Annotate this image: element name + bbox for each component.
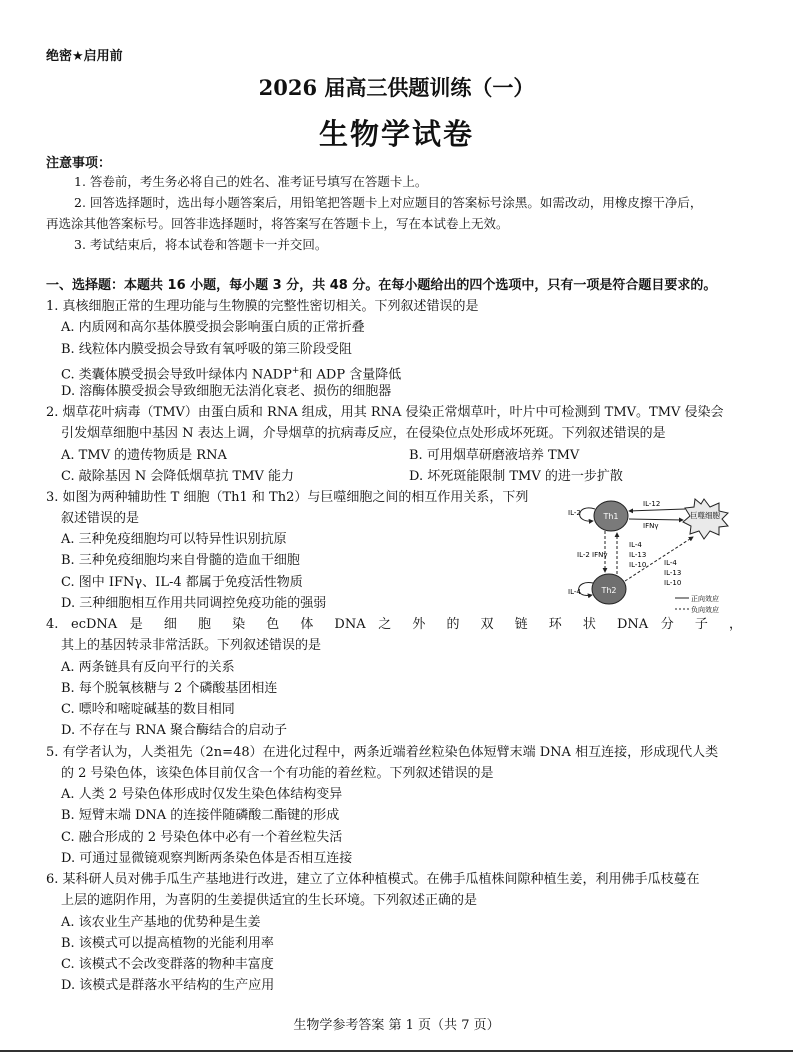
notice-item-2-cont: 再选涂其他答案标号。回答非选择题时，将答案写在答题卡上，写在本试卷上无效。 bbox=[46, 216, 509, 231]
page-footer: 生物学参考答案 第 1 页（共 7 页） bbox=[293, 1018, 500, 1033]
ifng-right-label: IFNγ bbox=[643, 522, 659, 530]
q2-option-b: B. 可用烟草研磨液培养 TMV bbox=[409, 448, 580, 463]
q1-option-c: C. 类囊体膜受损会导致叶绿体内 NADP+和 ADP 含量降低 bbox=[61, 366, 402, 383]
exam-subtitle: 生物学试卷 bbox=[318, 117, 474, 151]
q6-stem-2: 上层的遮阴作用，为喜阴的生姜提供适宜的生长环境。下列叙述正确的是 bbox=[61, 893, 478, 908]
q4-stem-1: 4. ecDNA 是 细 胞 染 色 体 DNA 之 外 的 双 链 环 状 DNA 分 子 ， bbox=[46, 617, 742, 632]
q6-option-a: A. 该农业生产基地的优势种是生姜 bbox=[61, 915, 261, 930]
mid-label-il10: IL-10 bbox=[629, 561, 647, 569]
il2-top-label: IL-2 bbox=[568, 509, 581, 517]
q1-option-d: D. 溶酶体膜受损会导致细胞无法消化衰老、损伤的细胞器 bbox=[61, 384, 392, 399]
q5-stem-1: 5. 有学者认为，人类祖先（2n=48）在进化过程中，两条近端着丝粒染色体短臂末端 DNA 相互连接，形成现代人类 bbox=[46, 745, 719, 760]
q4-option-d: D. 不存在与 RNA 聚合酶结合的启动子 bbox=[61, 723, 288, 738]
section-heading: 一、选择题：本题共 16 小题，每小题 3 分，共 48 分。在每小题给出的四个选项中，只有一项是符合题目要求的。 bbox=[46, 278, 717, 293]
q3-stem-2: 叙述错误的是 bbox=[61, 511, 140, 526]
legend-positive: 正向效应 bbox=[691, 595, 719, 603]
q1-option-a: A. 内质网和高尔基体膜受损会影响蛋白质的正常折叠 bbox=[61, 320, 365, 335]
q6-option-d: D. 该模式是群落水平结构的生产应用 bbox=[61, 978, 275, 993]
right-label-il13: IL-13 bbox=[664, 569, 682, 577]
q4-option-c: C. 嘌呤和嘧啶碱基的数目相同 bbox=[61, 702, 235, 717]
q3-option-a: A. 三种免疫细胞均可以特异性识别抗原 bbox=[61, 532, 287, 547]
right-label-il4: IL-4 bbox=[664, 559, 677, 567]
immune-cell-diagram bbox=[563, 487, 763, 617]
mid-label-il4: IL-4 bbox=[629, 541, 642, 549]
q2-stem-1: 2. 烟草花叶病毒（TMV）由蛋白质和 RNA 组成，用其 RNA 侵染正常烟草叶，叶片中可检测到 TMV。TMV 侵染会 bbox=[46, 405, 724, 420]
q6-stem-1: 6. 某科研人员对佛手瓜生产基地进行改进，建立了立体种植模式。在佛手瓜植株间隙种植生姜，利用佛手瓜枝蔓在 bbox=[46, 872, 700, 887]
q6-option-c: C. 该模式不会改变群落的物种丰富度 bbox=[61, 957, 274, 972]
q3-stem-1: 3. 如图为两种辅助性 T 细胞（Th1 和 Th2）与巨噬细胞之间的相互作用关系，下列 bbox=[46, 490, 529, 505]
q5-option-c: C. 融合形成的 2 号染色体中必有一个着丝粒失活 bbox=[61, 830, 343, 845]
notice-item-1: 1. 答卷前，考生务必将自己的姓名、准考证号填写在答题卡上。 bbox=[74, 174, 428, 189]
legend-negative: 负向效应 bbox=[691, 606, 719, 614]
q4-option-a: A. 两条链具有反向平行的关系 bbox=[61, 660, 235, 675]
q2-option-d: D. 坏死斑能限制 TMV 的进一步扩散 bbox=[409, 469, 623, 484]
q1-option-b: B. 线粒体内膜受损会导致有氧呼吸的第三阶段受阻 bbox=[61, 342, 352, 357]
q4-option-b: B. 每个脱氧核糖与 2 个磷酸基团相连 bbox=[61, 681, 278, 696]
q2-option-a: A. TMV 的遗传物质是 RNA bbox=[61, 448, 227, 463]
right-label-il10: IL-10 bbox=[664, 579, 682, 587]
il4-bottom-label: IL-4 bbox=[568, 588, 581, 596]
q5-option-a: A. 人类 2 号染色体形成时仅发生染色体结构变异 bbox=[61, 787, 343, 802]
q2-option-c: C. 敲除基因 N 会降低烟草抗 TMV 能力 bbox=[61, 469, 295, 484]
exam-title: 2026 届高三供题训练（一） bbox=[258, 75, 535, 100]
q5-stem-2: 的 2 号染色体，该染色体目前仅含一个有功能的着丝粒。下列叙述错误的是 bbox=[61, 766, 494, 781]
notice-item-2: 2. 回答选择题时，选出每小题答案后，用铅笔把答题卡上对应题目的答案标号涂黑。如需改动，用橡皮擦干净后， bbox=[74, 195, 703, 210]
th2-label: Th2 bbox=[601, 586, 617, 595]
diagram-legend bbox=[675, 594, 719, 614]
q2-stem-2: 引发烟草细胞中基因 N 表达上调，介导烟草的抗病毒反应，在侵染位点处形成坏死斑。下列叙述错误的是 bbox=[61, 426, 666, 441]
q3-option-d: D. 三种细胞相互作用共同调控免疫功能的强弱 bbox=[61, 596, 327, 611]
q3-option-c: C. 图中 IFNγ、IL-4 都属于免疫活性物质 bbox=[61, 575, 303, 590]
th1-cell bbox=[594, 501, 628, 531]
q3-option-b: B. 三种免疫细胞均来自骨髓的造血干细胞 bbox=[61, 553, 300, 568]
th2-cell bbox=[592, 574, 626, 604]
notice-heading: 注意事项： bbox=[46, 156, 112, 171]
q4-stem-2: 其上的基因转录非常活跃。下列叙述错误的是 bbox=[61, 638, 322, 653]
q6-option-b: B. 该模式可以提高植物的光能利用率 bbox=[61, 936, 274, 951]
macrophage-label: 巨噬细胞 bbox=[690, 511, 720, 520]
macrophage-cell bbox=[683, 499, 728, 539]
page-bottom-divider bbox=[0, 1050, 793, 1052]
q1-stem: 1. 真核细胞正常的生理功能与生物膜的完整性密切相关。下列叙述错误的是 bbox=[46, 299, 479, 314]
secret-label: 绝密★启用前 bbox=[46, 49, 123, 64]
q5-option-b: B. 短臂末端 DNA 的连接伴随磷酸二酯键的形成 bbox=[61, 808, 340, 823]
notice-item-3: 3. 考试结束后，将本试卷和答题卡一并交回。 bbox=[74, 237, 328, 252]
th1-label: Th1 bbox=[603, 512, 619, 521]
il2-ifng-label: IL-2 IFNγ bbox=[577, 551, 608, 559]
mid-label-il13: IL-13 bbox=[629, 551, 647, 559]
q5-option-d: D. 可通过显微镜观察判断两条染色体是否相互连接 bbox=[61, 851, 353, 866]
il12-label: IL-12 bbox=[643, 500, 661, 508]
